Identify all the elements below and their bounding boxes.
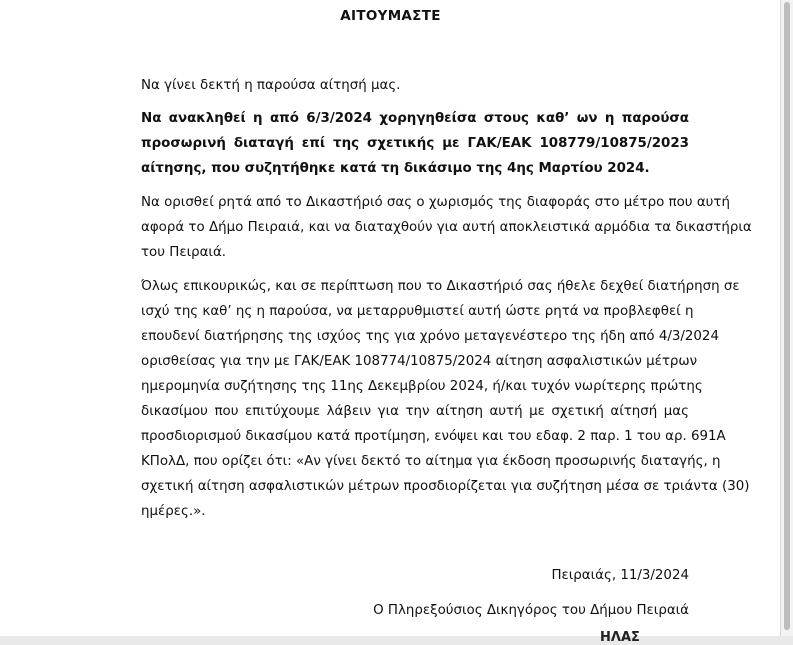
paragraph-alternative-line-9: σχετική αίτηση ασφαλιστικών μέτρων προσδιορίζεται για συζήτηση μέσα σε τριάντα (30) (141, 479, 750, 494)
paragraph-revocation-line-2: προσωρινή διαταγή επί της σχετικής με ΓΑΚ/ΕΑΚ 108779/10875/2023 (141, 136, 689, 151)
place-date: Πειραιάς, 11/3/2024 (551, 568, 689, 583)
paragraph-revocation-line-1: Να ανακληθεί η από 6/3/2024 χορηγηθείσα στους καθ’ ων η παρούσα (141, 111, 689, 126)
paragraph-separation-line-2: αφορά το Δήμο Πειραιά, και να διαταχθούν για αυτή αποκλειστικά αρμόδια τα δικαστήρια (141, 220, 752, 235)
paragraph-request-accept: Να γίνει δεκτή η παρούσα αίτησή μας. (141, 78, 401, 93)
paragraph-separation-line-1: Να ορισθεί ρητά από το Δικαστήριό σας ο χωρισμός της διαφοράς στο μέτρο που αυτή (141, 195, 730, 210)
paragraph-alternative-line-4: ορισθείσας για την με ΓΑΚ/ΕΑΚ 108774/10875/2024 αίτηση ασφαλιστικών μέτρων (141, 354, 698, 369)
signatory-line: Ο Πληρεξούσιος Δικηγόρος του Δήμου Πειραιά (373, 603, 689, 618)
paragraph-alternative-line-3: επουδενί διατήρησης της ισχύος της για χρόνο μεταγενέστερο της ήδη από 4/3/2024 (141, 329, 719, 344)
paragraph-alternative-line-10: ημέρες.». (141, 504, 206, 519)
paragraph-alternative-line-6: δικασίμου που επιτύχουμε λάβειν για την αίτηση αυτή με σχετική αίτησή μας (141, 404, 689, 419)
scrollbar-thumb[interactable] (784, 2, 790, 630)
paragraph-alternative-line-2: ισχύ της καθ’ ης η παρούσα, να μεταρρυθμιστεί αυτή ώστε ρητά να προβλεφθεί η (141, 304, 694, 319)
paragraph-separation-line-3: του Πειραιά. (141, 245, 227, 260)
paragraph-alternative-line-5: ημερομηνία συζήτησης της 11ης Δεκεμβρίου 2024, ή/και τυχόν νωρίτερης πρώτης (141, 379, 703, 394)
paragraph-alternative-line-8: ΚΠολΔ, που ορίζει ότι: «Αν γίνει δεκτό το αίτημα για έκδοση προσωρινής διαταγής, η (141, 454, 721, 469)
signatory-name-cut: ΗΛΑΣ (600, 630, 640, 645)
paragraph-alternative-line-1: Όλως επικουρικώς, και σε περίπτωση που το Δικαστήριό σας ήθελε δεχθεί διατήρηση σε (141, 279, 740, 294)
vertical-scrollbar[interactable] (780, 0, 793, 636)
paragraph-alternative-line-7: προσδιορισμού δικασίμου κατά προτίμηση, ενόψει και του εδαφ. 2 παρ. 1 του αρ. 691Α (141, 429, 726, 444)
document-heading: ΑΙΤΟΥΜΑΣΤΕ (340, 8, 441, 24)
paragraph-revocation-line-3: αίτησης, που συζητήθηκε κατά τη δικάσιμο της 4ης Μαρτίου 2024. (141, 161, 650, 176)
